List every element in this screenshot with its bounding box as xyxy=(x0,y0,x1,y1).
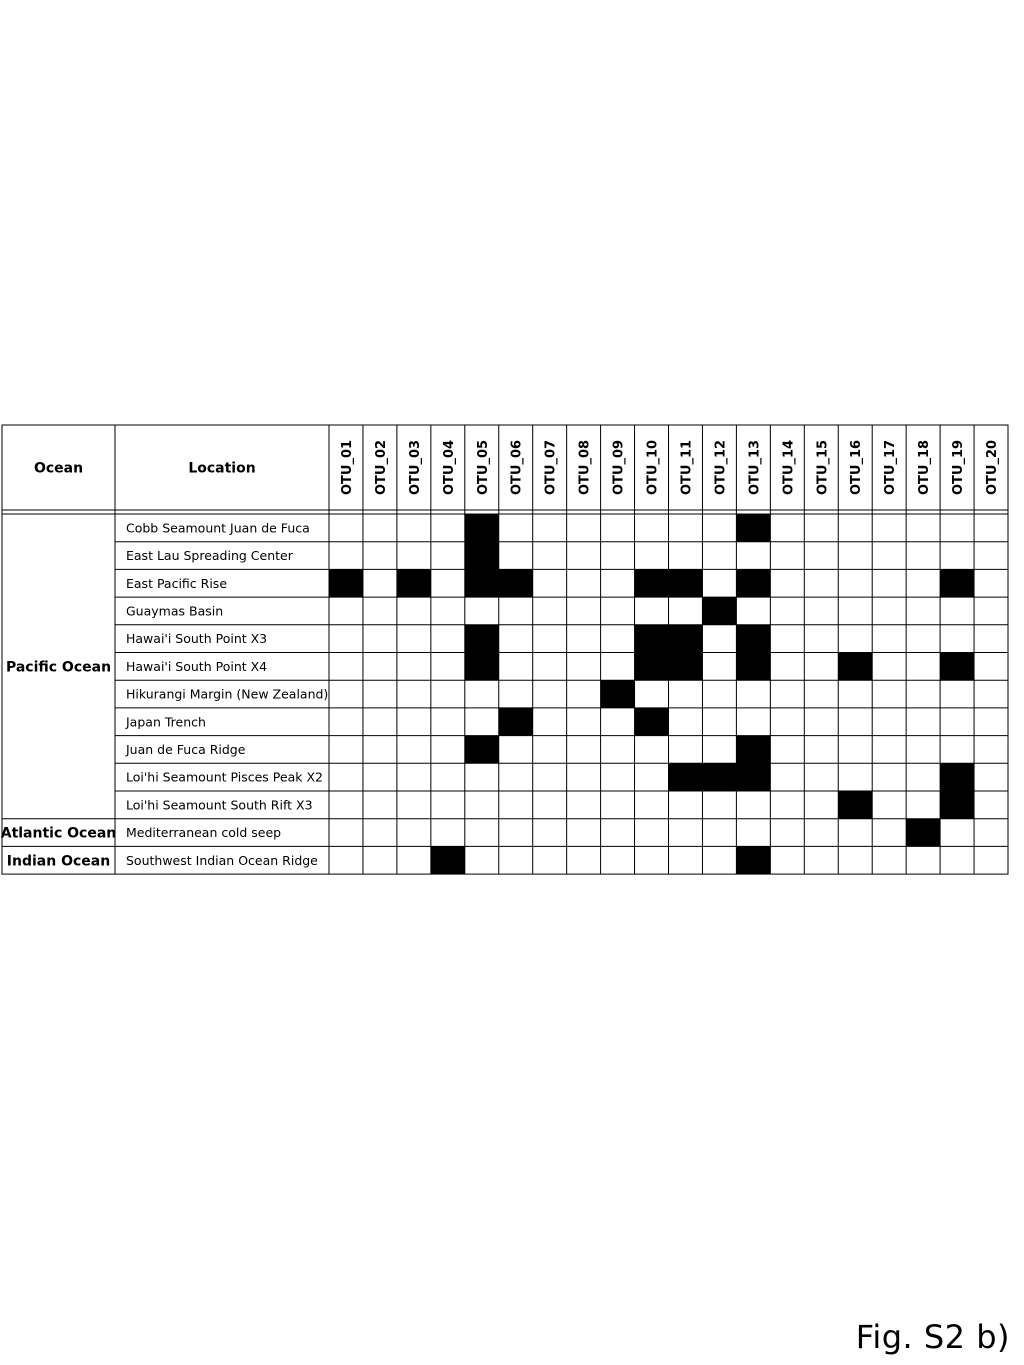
absence-cell xyxy=(397,763,431,791)
absence-cell xyxy=(329,653,363,681)
absence-cell xyxy=(533,819,567,847)
absence-cell xyxy=(635,680,669,708)
absence-cell xyxy=(804,597,838,625)
absence-cell xyxy=(601,597,635,625)
absence-cell xyxy=(940,542,974,570)
absence-cell xyxy=(635,791,669,819)
absence-cell xyxy=(940,625,974,653)
absence-cell xyxy=(363,597,397,625)
presence-cell xyxy=(635,625,669,653)
absence-cell xyxy=(669,736,703,764)
otu-label: OTU_01 xyxy=(339,439,355,496)
absence-cell xyxy=(940,680,974,708)
absence-cell xyxy=(906,791,940,819)
absence-cell xyxy=(940,708,974,736)
absence-cell xyxy=(702,819,736,847)
absence-cell xyxy=(838,708,872,736)
absence-cell xyxy=(872,708,906,736)
absence-cell xyxy=(601,846,635,874)
absence-cell xyxy=(635,819,669,847)
absence-cell xyxy=(363,846,397,874)
presence-cell xyxy=(736,846,770,874)
absence-cell xyxy=(974,625,1008,653)
absence-cell xyxy=(363,819,397,847)
absence-cell xyxy=(431,625,465,653)
absence-cell xyxy=(770,680,804,708)
absence-cell xyxy=(397,846,431,874)
absence-cell xyxy=(770,653,804,681)
absence-cell xyxy=(838,625,872,653)
presence-cell xyxy=(397,569,431,597)
absence-cell xyxy=(431,597,465,625)
location-label: Southwest Indian Ocean Ridge xyxy=(126,852,318,868)
absence-cell xyxy=(702,653,736,681)
absence-cell xyxy=(567,625,601,653)
presence-cell xyxy=(499,569,533,597)
absence-cell xyxy=(499,653,533,681)
absence-cell xyxy=(736,819,770,847)
presence-cell xyxy=(838,653,872,681)
absence-cell xyxy=(804,846,838,874)
absence-cell xyxy=(533,791,567,819)
presence-cell xyxy=(669,653,703,681)
absence-cell xyxy=(770,542,804,570)
absence-cell xyxy=(397,625,431,653)
absence-cell xyxy=(397,819,431,847)
absence-cell xyxy=(804,653,838,681)
absence-cell xyxy=(533,514,567,542)
absence-cell xyxy=(567,542,601,570)
otu-label: OTU_04 xyxy=(441,439,457,496)
absence-cell xyxy=(838,819,872,847)
absence-cell xyxy=(533,569,567,597)
figure-caption: Fig. S2 b) xyxy=(855,1318,1010,1356)
otu-label: OTU_02 xyxy=(373,439,389,496)
absence-cell xyxy=(974,597,1008,625)
absence-cell xyxy=(601,736,635,764)
absence-cell xyxy=(906,625,940,653)
header-ocean: Ocean xyxy=(33,460,84,477)
absence-cell xyxy=(533,708,567,736)
absence-cell xyxy=(906,542,940,570)
absence-cell xyxy=(770,846,804,874)
otu-label: OTU_07 xyxy=(543,439,559,496)
absence-cell xyxy=(872,791,906,819)
absence-cell xyxy=(770,819,804,847)
absence-cell xyxy=(974,708,1008,736)
absence-cell xyxy=(431,542,465,570)
presence-cell xyxy=(465,625,499,653)
location-label: Hawai'i South Point X3 xyxy=(126,631,268,647)
absence-cell xyxy=(669,708,703,736)
location-label: Loi'hi Seamount Pisces Peak X2 xyxy=(126,769,323,785)
absence-cell xyxy=(329,763,363,791)
absence-cell xyxy=(329,791,363,819)
absence-cell xyxy=(363,763,397,791)
absence-cell xyxy=(872,819,906,847)
absence-cell xyxy=(533,846,567,874)
absence-cell xyxy=(736,791,770,819)
absence-cell xyxy=(567,597,601,625)
absence-cell xyxy=(601,708,635,736)
presence-cell xyxy=(465,569,499,597)
absence-cell xyxy=(974,653,1008,681)
absence-cell xyxy=(804,569,838,597)
location-label: Loi'hi Seamount South Rift X3 xyxy=(126,797,313,813)
absence-cell xyxy=(872,846,906,874)
absence-cell xyxy=(974,680,1008,708)
absence-cell xyxy=(635,597,669,625)
absence-cell xyxy=(431,736,465,764)
absence-cell xyxy=(838,514,872,542)
absence-cell xyxy=(635,542,669,570)
presence-cell xyxy=(431,846,465,874)
absence-cell xyxy=(906,597,940,625)
absence-cell xyxy=(397,597,431,625)
absence-cell xyxy=(872,653,906,681)
absence-cell xyxy=(669,597,703,625)
absence-cell xyxy=(499,819,533,847)
absence-cell xyxy=(838,763,872,791)
absence-cell xyxy=(567,819,601,847)
otu-label: OTU_09 xyxy=(611,439,627,496)
absence-cell xyxy=(804,791,838,819)
absence-cell xyxy=(872,736,906,764)
absence-cell xyxy=(363,514,397,542)
absence-cell xyxy=(770,763,804,791)
header-location: Location xyxy=(188,460,256,477)
absence-cell xyxy=(770,569,804,597)
absence-cell xyxy=(363,708,397,736)
presence-cell xyxy=(940,569,974,597)
absence-cell xyxy=(702,625,736,653)
otu-label: OTU_13 xyxy=(747,439,763,496)
presence-cell xyxy=(635,653,669,681)
presence-cell xyxy=(940,653,974,681)
absence-cell xyxy=(601,569,635,597)
absence-cell xyxy=(567,514,601,542)
absence-cell xyxy=(431,569,465,597)
absence-cell xyxy=(872,680,906,708)
presence-cell xyxy=(465,736,499,764)
absence-cell xyxy=(669,542,703,570)
absence-cell xyxy=(838,569,872,597)
otu-label: OTU_06 xyxy=(509,439,525,496)
absence-cell xyxy=(397,542,431,570)
presence-cell xyxy=(906,819,940,847)
absence-cell xyxy=(431,514,465,542)
absence-cell xyxy=(974,542,1008,570)
absence-cell xyxy=(499,846,533,874)
absence-cell xyxy=(906,708,940,736)
absence-cell xyxy=(431,819,465,847)
otu-label: OTU_08 xyxy=(577,439,593,496)
absence-cell xyxy=(533,653,567,681)
location-label: Mediterranean cold seep xyxy=(126,825,282,841)
absence-cell xyxy=(702,542,736,570)
absence-cell xyxy=(940,846,974,874)
absence-cell xyxy=(567,763,601,791)
otu-label: OTU_03 xyxy=(407,439,423,496)
presence-cell xyxy=(465,514,499,542)
absence-cell xyxy=(906,653,940,681)
absence-cell xyxy=(567,653,601,681)
absence-cell xyxy=(601,791,635,819)
location-label: East Lau Spreading Center xyxy=(126,548,293,564)
absence-cell xyxy=(601,763,635,791)
absence-cell xyxy=(431,653,465,681)
absence-cell xyxy=(736,542,770,570)
absence-cell xyxy=(431,708,465,736)
absence-cell xyxy=(804,680,838,708)
presence-cell xyxy=(635,569,669,597)
otu-label: OTU_19 xyxy=(951,439,967,496)
absence-cell xyxy=(363,653,397,681)
absence-cell xyxy=(635,736,669,764)
absence-cell xyxy=(329,680,363,708)
absence-cell xyxy=(567,846,601,874)
absence-cell xyxy=(533,736,567,764)
absence-cell xyxy=(906,569,940,597)
absence-cell xyxy=(906,736,940,764)
absence-cell xyxy=(872,597,906,625)
absence-cell xyxy=(770,625,804,653)
absence-cell xyxy=(601,653,635,681)
presence-cell xyxy=(838,791,872,819)
absence-cell xyxy=(499,542,533,570)
presence-cell xyxy=(465,653,499,681)
absence-cell xyxy=(906,763,940,791)
absence-cell xyxy=(533,680,567,708)
absence-cell xyxy=(465,708,499,736)
absence-cell xyxy=(838,846,872,874)
location-label: Juan de Fuca Ridge xyxy=(126,741,246,757)
absence-cell xyxy=(872,542,906,570)
absence-cell xyxy=(940,736,974,764)
presence-cell xyxy=(601,680,635,708)
absence-cell xyxy=(329,625,363,653)
absence-cell xyxy=(702,791,736,819)
presence-cell xyxy=(736,763,770,791)
location-label: Japan Trench xyxy=(126,714,206,730)
absence-cell xyxy=(499,736,533,764)
absence-cell xyxy=(329,846,363,874)
absence-cell xyxy=(974,736,1008,764)
presence-cell xyxy=(702,763,736,791)
absence-cell xyxy=(635,763,669,791)
absence-cell xyxy=(465,791,499,819)
absence-cell xyxy=(431,680,465,708)
absence-cell xyxy=(329,597,363,625)
absence-cell xyxy=(940,514,974,542)
absence-cell xyxy=(974,514,1008,542)
presence-cell xyxy=(465,542,499,570)
absence-cell xyxy=(838,597,872,625)
presence-cell xyxy=(669,625,703,653)
absence-cell xyxy=(940,819,974,847)
presence-cell xyxy=(940,763,974,791)
absence-cell xyxy=(567,791,601,819)
otu-label: OTU_18 xyxy=(917,439,933,496)
absence-cell xyxy=(702,846,736,874)
presence-cell xyxy=(329,569,363,597)
absence-cell xyxy=(702,514,736,542)
location-label: Guaymas Basin xyxy=(126,603,224,619)
absence-cell xyxy=(533,763,567,791)
absence-cell xyxy=(363,625,397,653)
presence-cell xyxy=(736,514,770,542)
absence-cell xyxy=(804,514,838,542)
otu-label: OTU_16 xyxy=(849,439,865,496)
absence-cell xyxy=(974,791,1008,819)
absence-cell xyxy=(838,542,872,570)
absence-cell xyxy=(465,680,499,708)
absence-cell xyxy=(499,763,533,791)
absence-cell xyxy=(974,763,1008,791)
absence-cell xyxy=(770,514,804,542)
otu-label: OTU_15 xyxy=(815,439,831,496)
presence-cell xyxy=(736,653,770,681)
location-label: Cobb Seamount Juan de Fuca xyxy=(126,520,310,536)
absence-cell xyxy=(363,736,397,764)
absence-cell xyxy=(533,597,567,625)
absence-cell xyxy=(329,542,363,570)
absence-cell xyxy=(635,514,669,542)
absence-cell xyxy=(363,542,397,570)
presence-cell xyxy=(669,569,703,597)
absence-cell xyxy=(397,653,431,681)
absence-cell xyxy=(702,569,736,597)
absence-cell xyxy=(702,736,736,764)
absence-cell xyxy=(533,625,567,653)
otu-label: OTU_17 xyxy=(883,439,899,496)
absence-cell xyxy=(601,542,635,570)
location-label: Hikurangi Margin (New Zealand) xyxy=(126,686,329,702)
absence-cell xyxy=(397,680,431,708)
absence-cell xyxy=(804,708,838,736)
presence-cell xyxy=(702,597,736,625)
absence-cell xyxy=(804,625,838,653)
absence-cell xyxy=(567,736,601,764)
absence-cell xyxy=(669,680,703,708)
otu-label: OTU_05 xyxy=(475,439,491,496)
absence-cell xyxy=(329,708,363,736)
absence-cell xyxy=(669,846,703,874)
absence-cell xyxy=(770,708,804,736)
absence-cell xyxy=(906,846,940,874)
presence-cell xyxy=(940,791,974,819)
absence-cell xyxy=(499,597,533,625)
absence-cell xyxy=(974,819,1008,847)
absence-cell xyxy=(397,514,431,542)
absence-cell xyxy=(669,514,703,542)
absence-cell xyxy=(601,819,635,847)
absence-cell xyxy=(601,514,635,542)
location-label: East Pacific Rise xyxy=(126,575,228,591)
absence-cell xyxy=(804,542,838,570)
absence-cell xyxy=(804,736,838,764)
absence-cell xyxy=(601,625,635,653)
presence-cell xyxy=(736,569,770,597)
absence-cell xyxy=(872,625,906,653)
absence-cell xyxy=(838,736,872,764)
absence-cell xyxy=(940,597,974,625)
absence-cell xyxy=(397,791,431,819)
absence-cell xyxy=(635,846,669,874)
absence-cell xyxy=(465,846,499,874)
absence-cell xyxy=(736,597,770,625)
absence-cell xyxy=(397,708,431,736)
absence-cell xyxy=(499,514,533,542)
ocean-label: Pacific Ocean xyxy=(5,659,112,676)
presence-cell xyxy=(669,763,703,791)
absence-cell xyxy=(363,791,397,819)
absence-cell xyxy=(838,680,872,708)
absence-cell xyxy=(363,569,397,597)
absence-cell xyxy=(567,569,601,597)
absence-cell xyxy=(702,680,736,708)
absence-cell xyxy=(397,736,431,764)
presence-cell xyxy=(635,708,669,736)
absence-cell xyxy=(499,680,533,708)
presence-cell xyxy=(736,625,770,653)
absence-cell xyxy=(431,763,465,791)
absence-cell xyxy=(669,819,703,847)
otu-label: OTU_10 xyxy=(645,439,661,496)
otu-label: OTU_12 xyxy=(713,439,729,496)
absence-cell xyxy=(465,763,499,791)
absence-cell xyxy=(329,514,363,542)
absence-cell xyxy=(736,708,770,736)
ocean-label: Indian Ocean xyxy=(6,853,111,870)
absence-cell xyxy=(669,791,703,819)
absence-cell xyxy=(872,569,906,597)
absence-cell xyxy=(431,791,465,819)
absence-cell xyxy=(499,625,533,653)
presence-cell xyxy=(736,736,770,764)
absence-cell xyxy=(363,680,397,708)
absence-cell xyxy=(567,680,601,708)
absence-cell xyxy=(770,597,804,625)
ocean-label: Atlantic Ocean xyxy=(0,825,117,842)
otu-label: OTU_11 xyxy=(679,439,695,496)
otu-label: OTU_14 xyxy=(781,439,797,496)
absence-cell xyxy=(872,763,906,791)
location-label: Hawai'i South Point X4 xyxy=(126,658,268,674)
absence-cell xyxy=(567,708,601,736)
otu-label: OTU_20 xyxy=(985,439,1001,496)
absence-cell xyxy=(872,514,906,542)
absence-cell xyxy=(702,708,736,736)
absence-cell xyxy=(804,763,838,791)
absence-cell xyxy=(804,819,838,847)
absence-cell xyxy=(906,680,940,708)
absence-cell xyxy=(465,597,499,625)
absence-cell xyxy=(770,791,804,819)
absence-cell xyxy=(465,819,499,847)
absence-cell xyxy=(329,736,363,764)
absence-cell xyxy=(770,736,804,764)
absence-cell xyxy=(906,514,940,542)
absence-cell xyxy=(736,680,770,708)
absence-cell xyxy=(533,542,567,570)
absence-cell xyxy=(499,791,533,819)
absence-cell xyxy=(974,846,1008,874)
absence-cell xyxy=(329,819,363,847)
absence-cell xyxy=(974,569,1008,597)
presence-cell xyxy=(499,708,533,736)
